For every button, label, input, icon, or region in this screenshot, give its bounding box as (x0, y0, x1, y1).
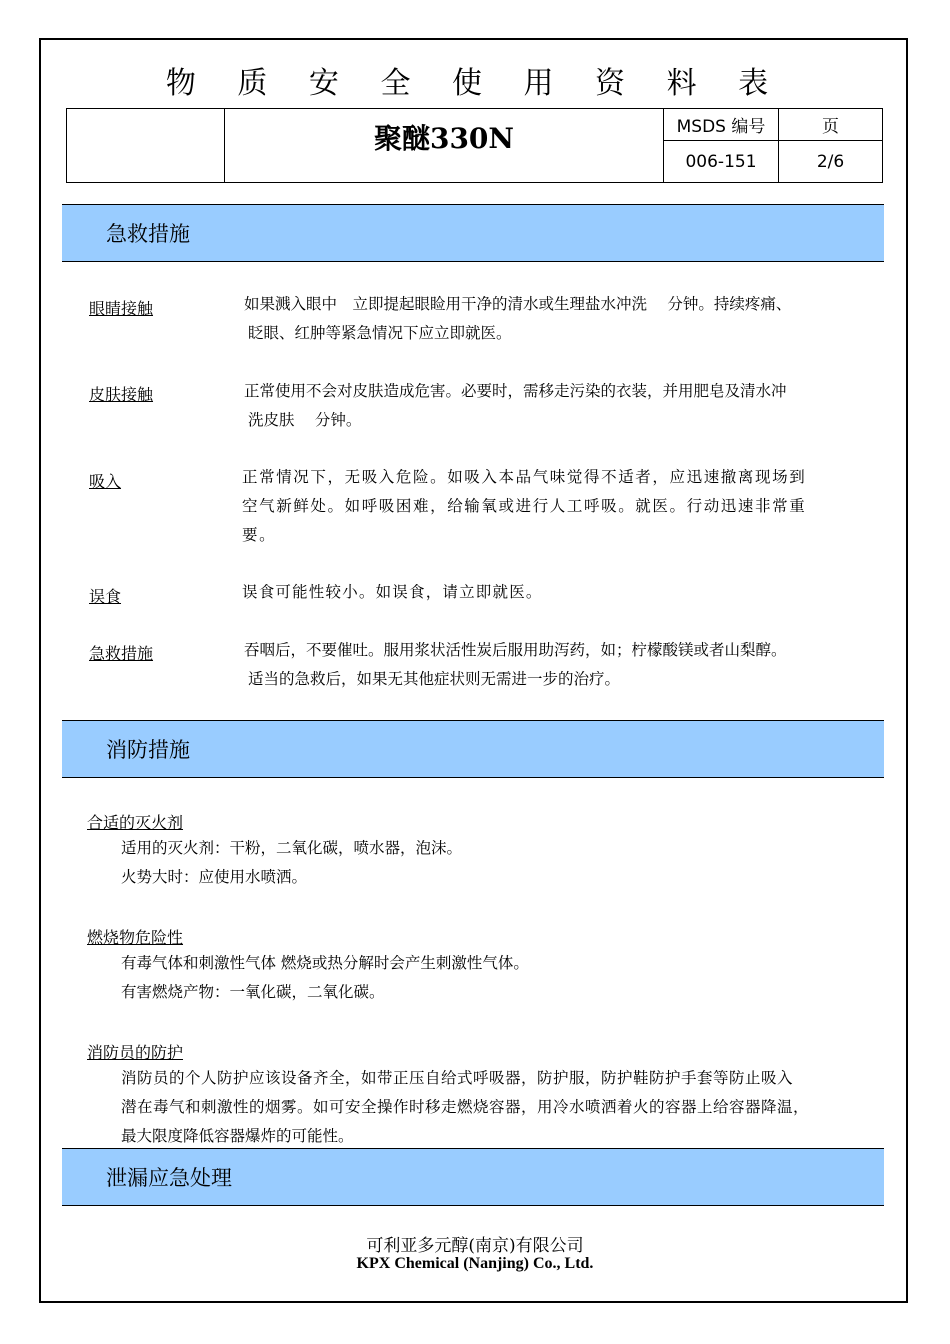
msds-number: 006-151 (664, 141, 779, 183)
subsection-title: 消防员的防护 (87, 1043, 184, 1062)
section-title: 消防措施 (106, 738, 190, 762)
first-aid-text: 吞咽后，不要催吐。服用浆状活性炭后服用助泻药，如；柠檬酸镁或者山梨醇。 适当的急救后，如果无其他症状则无需进一步的治疗。 (244, 641, 787, 688)
first-aid-text: 正常情况下，无吸入危险。如吸入本品气味觉得不适者，应迅速撤离现场到 空气新鲜处。如呼吸困难，给输氧或进行人工呼吸。就医。行动迅速非常重 要。 (242, 468, 807, 544)
text-line: 有害燃烧产物：一氧化碳，二氧化碳。 (121, 983, 385, 1001)
subsection-title: 燃烧物危险性 (87, 928, 184, 947)
text-line: 消防员的个人防护应该设备齐全，如带正压自给式呼吸器，防护服，防护鞋防护手套等防止吸入 (121, 1069, 794, 1087)
first-aid-label: 皮肤接触 (89, 385, 154, 404)
page-label: 页 (779, 109, 883, 141)
subsection-title: 合适的灭火剂 (87, 813, 184, 832)
first-aid-text: 误食可能性较小。如误食，请立即就医。 (242, 583, 543, 601)
first-aid-label: 误食 (89, 587, 122, 606)
section-title: 泄漏应急处理 (106, 1166, 232, 1190)
text-line: 最大限度降低容器爆炸的可能性。 (121, 1127, 354, 1145)
text-line: 潜在毒气和刺激性的烟雾。如可安全操作时移走燃烧容器，用冷水喷洒着火的容器上给容器降温， (121, 1098, 810, 1116)
footer-company-en: KPX Chemical (Nanjing) Co., Ltd. (356, 1255, 594, 1272)
text-line: 适用的灭火剂：干粉，二氧化碳，喷水器，泡沫。 (121, 839, 463, 857)
first-aid-text: 如果溅入眼中 立即提起眼睑用干净的清水或生理盐水冲洗 分钟。持续疼痛、 眨眼、红肿等紧急情况下应立即就医。 (244, 295, 792, 342)
footer-company-cn: 可利亚多元醇(南京)有限公司 (366, 1236, 584, 1256)
document-title: 物 质 安 全 使 用 资 料 表 (165, 66, 785, 101)
text-line: 火势大时：应使用水喷洒。 (121, 868, 308, 886)
product-name: 聚醚330N (225, 109, 664, 183)
text-line: 有毒气体和刺激性气体 燃烧或热分解时会产生刺激性气体。 (121, 954, 529, 972)
first-aid-text: 正常使用不会对皮肤造成危害。必要时，需移走污染的衣装，并用肥皂及清水冲 洗皮肤 分钟。 (244, 382, 787, 429)
logo-cell (67, 109, 225, 183)
header-table (66, 108, 883, 183)
first-aid-label: 眼睛接触 (89, 299, 154, 318)
section-header-spill (62, 1148, 884, 1206)
msds-label: MSDS 编号 (664, 109, 779, 141)
first-aid-label: 急救措施 (89, 644, 154, 663)
section-header-fire-fighting (62, 720, 884, 778)
page-number: 2/6 (779, 141, 883, 183)
first-aid-label: 吸入 (89, 472, 122, 491)
section-header-first-aid (62, 204, 884, 262)
section-title: 急救措施 (106, 222, 190, 246)
